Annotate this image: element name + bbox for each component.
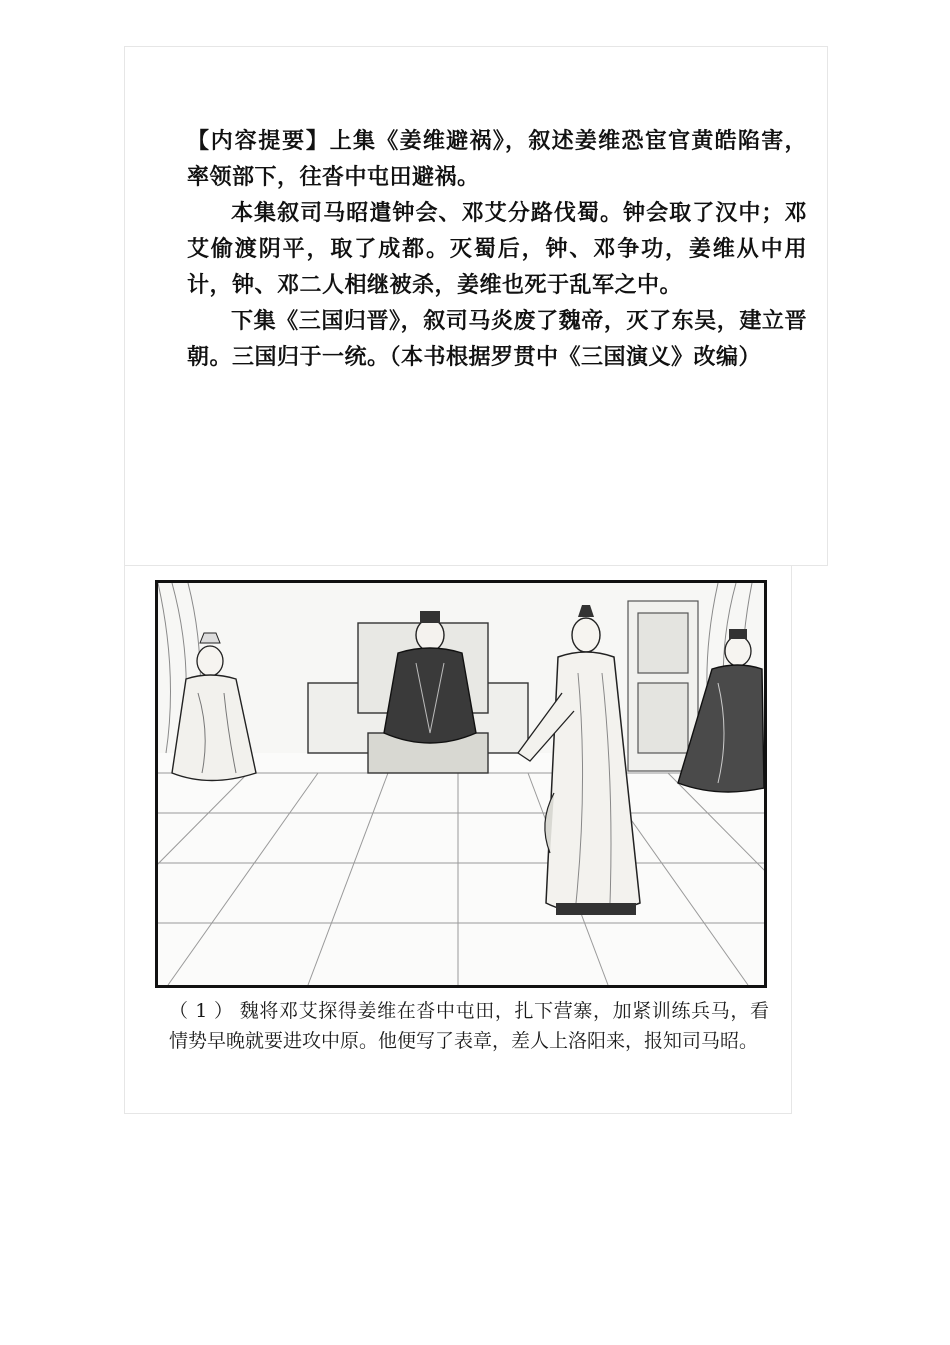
panel-illustration: [155, 580, 767, 988]
panel-caption: [169, 996, 769, 1056]
summary-paragraph-2: 本集叙司马昭遣钟会、邓艾分路伐蜀。钟会取了汉中；邓艾偷渡阴平，取了成都。灭蜀后，钟、邓争功，姜维从中用计，钟、邓二人相继被杀，姜维也死于乱军之中。: [187, 200, 807, 298]
cabinet: [628, 601, 698, 771]
court-scene-drawing: [158, 583, 764, 985]
content-summary: [187, 123, 807, 375]
panel-number: （ 1 ）: [169, 1000, 234, 1022]
floor-tiles: [158, 773, 764, 985]
summary-page: [124, 46, 828, 566]
summary-paragraph-1: [187, 123, 807, 195]
summary-text-1: 上集《姜维避祸》，叙述姜维恐宦官黄皓陷害，率领部下，往沓中屯田避祸。: [187, 128, 807, 190]
panel-caption-text: 魏将邓艾探得姜维在沓中屯田，扎下营寨，加紧训练兵马，看情势早晚就要进攻中原。他便写了表章，差人上洛阳来，报知司马昭。: [169, 1000, 769, 1052]
summary-label: 【内容提要】: [187, 128, 330, 154]
comic-panel: [124, 566, 792, 1114]
summary-paragraph-3: 下集《三国归晋》，叙司马炎废了魏帝，灭了东吴，建立晋朝。三国归于一统。（本书根据罗贯中《三国演义》改编）: [187, 308, 807, 370]
